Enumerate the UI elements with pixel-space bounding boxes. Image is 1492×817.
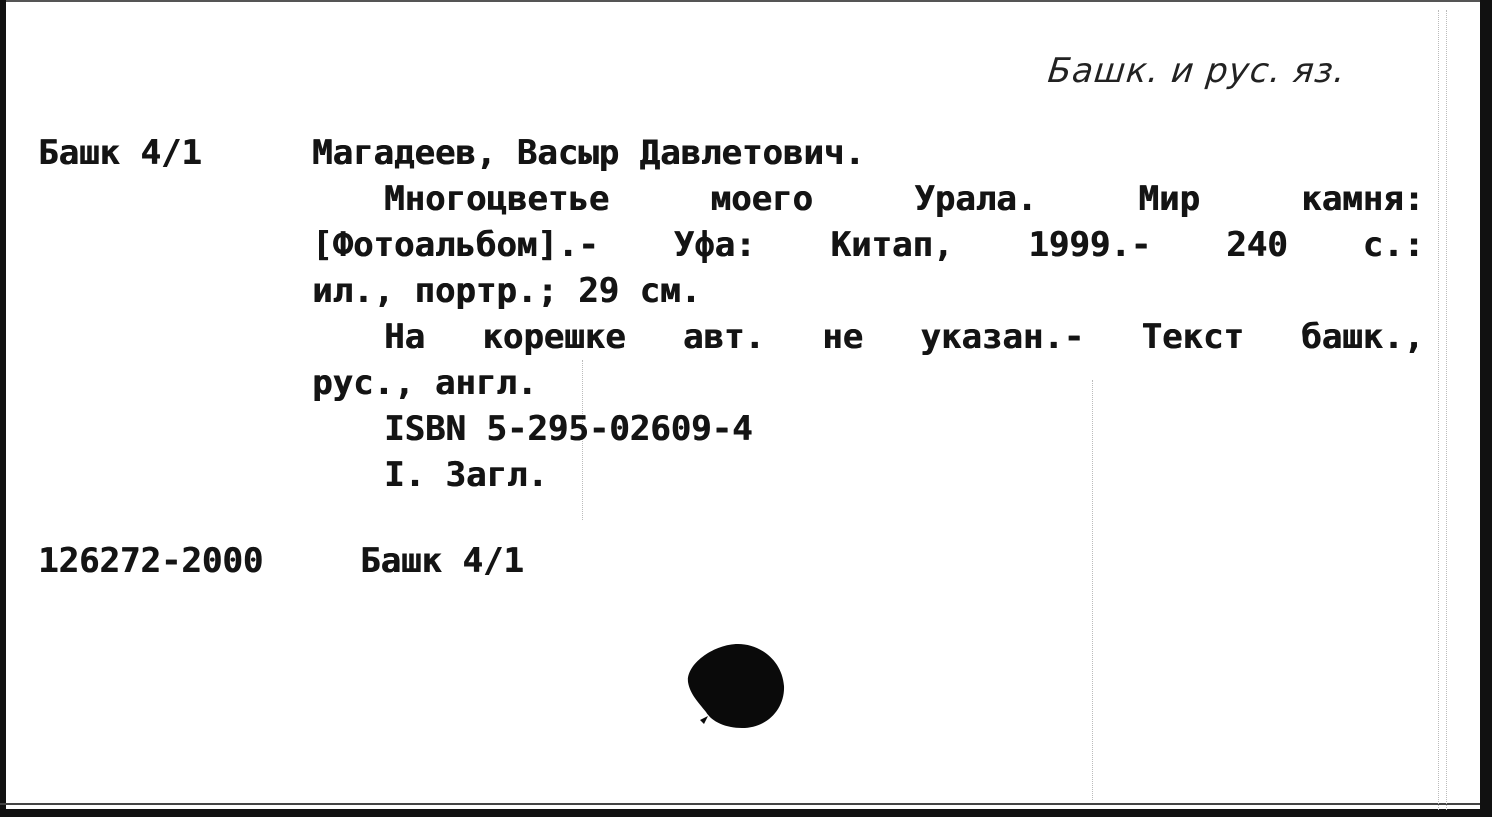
card-left-edge xyxy=(0,0,6,817)
note-line-1 xyxy=(384,314,1424,360)
tracing: I. Загл. xyxy=(384,455,548,495)
shelf-mark: Башк 4/1 xyxy=(38,133,202,173)
scan-artifact-line xyxy=(1446,10,1447,810)
physical-description: ил., портр.; 29 см. xyxy=(312,271,701,311)
accession-number: 126272-2000 xyxy=(38,541,264,581)
author-heading: Магадеев, Васыр Давлетович. xyxy=(312,133,865,173)
card-bottom-line xyxy=(0,803,1480,805)
scan-artifact-line xyxy=(1092,380,1093,800)
title-text-2: [Фотоальбом].- Уфа: Китап, 1999.- 240 с.: xyxy=(312,225,1424,265)
note-text-1: На корешке авт. не указан.- Текст башк., xyxy=(384,317,1424,357)
note-line-2: рус., англ. xyxy=(312,363,538,403)
title-text-1: Многоцветье моего Урала. Мир камня: xyxy=(384,179,1424,219)
title-line-1 xyxy=(384,176,1424,222)
card-right-edge xyxy=(1480,0,1492,817)
bottom-shelf-mark: Башк 4/1 xyxy=(360,541,524,581)
scan-artifact-line xyxy=(1438,10,1439,810)
card-top-edge xyxy=(0,0,1492,2)
card-bottom-edge xyxy=(0,809,1492,817)
punch-hole-icon xyxy=(686,642,786,730)
handwritten-language-note: Башк. и рус. яз. xyxy=(1045,51,1348,91)
title-line-2 xyxy=(312,222,1424,268)
isbn: ISBN 5-295-02609-4 xyxy=(384,409,753,449)
